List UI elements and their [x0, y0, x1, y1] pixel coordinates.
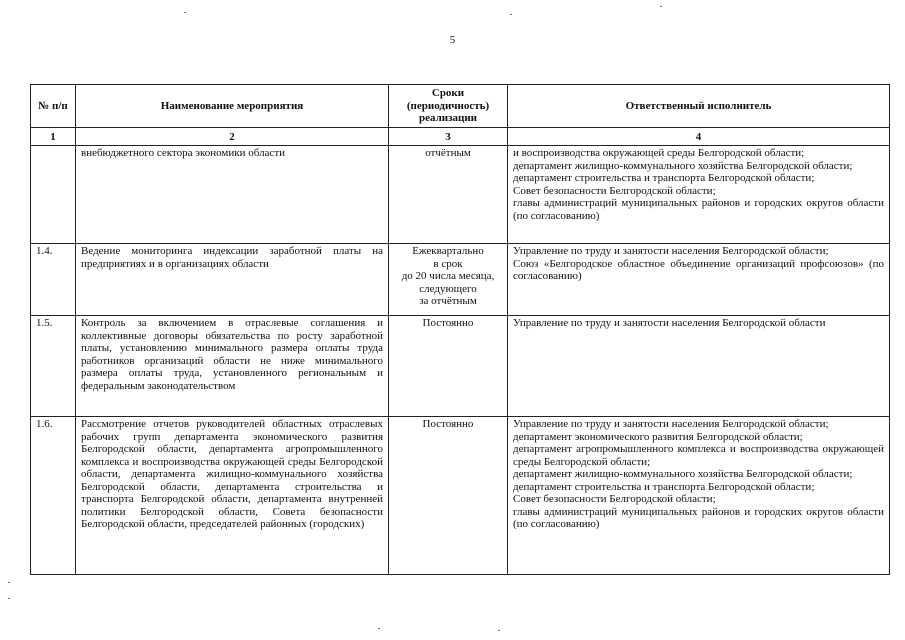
responsible-line: департамент строительства и транспорта Белгородской области; [513, 172, 815, 184]
period-line: отчётным [425, 147, 471, 159]
period-cell [389, 244, 508, 316]
header-responsible: Ответственный исполнитель [508, 85, 890, 128]
responsible-line: Управление по труду и занятости населения Белгородской области [513, 317, 826, 329]
column-number: 4 [508, 128, 890, 146]
measure-name [76, 316, 389, 417]
responsible-cell [508, 244, 890, 316]
row-number: 1.5. [31, 316, 76, 417]
measure-text: Ведение мониторинга индексации заработной платы на предприятиях и в организациях области [81, 245, 383, 270]
responsible-line: департамент жилищно-коммунального хозяйства Белгородской области; [513, 159, 853, 172]
responsible-cell [508, 417, 890, 575]
row-number: 1.6. [31, 417, 76, 575]
responsible-line: Совет безопасности Белгородской области; [513, 184, 716, 197]
row-number: 1.4. [31, 244, 76, 316]
responsible-cell [508, 146, 890, 244]
responsible-line: главы администраций муниципальных районов и городских округов области (по согласованию) [513, 197, 884, 222]
responsible-line: Управление по труду и занятости населения Белгородской области; [513, 418, 829, 430]
responsible-line: Управление по труду и занятости населения Белгородской области; [513, 245, 829, 257]
scan-speck [378, 628, 380, 629]
page-number: 5 [449, 34, 456, 46]
period-cell [389, 316, 508, 417]
scan-speck [184, 12, 186, 13]
table-row [31, 316, 890, 417]
measure-name [76, 417, 389, 575]
responsible-line: Союз «Белгородское областное объединение организаций профсоюзов» (по согласованию) [513, 257, 884, 282]
scan-speck [8, 582, 10, 583]
table-row [31, 417, 890, 575]
row-number [31, 146, 76, 244]
measure-name [76, 244, 389, 316]
table-row [31, 244, 890, 316]
header-name: Наименование мероприятия [76, 85, 389, 128]
scan-speck [510, 14, 512, 15]
responsible-line: департамент экономического развития Белгородской области; [513, 430, 803, 443]
column-number-row [31, 128, 890, 146]
measure-text: Рассмотрение отчетов руководителей областных отраслевых рабочих групп департамента экономического развития Белгородской области, департамента агропромышленного комплекса и воспроизводства окружающей среды Белгородской области, департамента жилищно-коммунального хозяйства Белгородской области, департамента строительства и транспорта Белгородской области, департамента внутренней политики Белгородской области, Совета безопасности Белгородской области, председателей районных (городских) [81, 418, 383, 530]
responsible-line: департамент строительства и транспорта Белгородской области; [513, 480, 815, 493]
responsible-line: и воспроизводства окружающей среды Белгородской области; [513, 147, 805, 159]
header-period: Сроки (периодичность) реализации [389, 85, 508, 128]
responsible-line: Совет безопасности Белгородской области; [513, 493, 716, 505]
period-line: в срок [433, 257, 463, 270]
scan-speck [660, 6, 662, 7]
header-num: № п/п [31, 85, 76, 128]
period-cell [389, 146, 508, 244]
measures-table [30, 84, 890, 575]
measure-text: Контроль за включением в отраслевые соглашения и коллективные договоры обязательства по росту заработной платы, установлению минимального размера оплаты труда работников организаций области не ниже минимального размера оплаты труда, установленного региональным и федеральным законодательством [81, 317, 383, 392]
period-line: Постоянно [422, 418, 474, 430]
scan-speck [498, 630, 500, 631]
column-number: 1 [31, 128, 76, 146]
period-line: за отчётным [419, 295, 477, 307]
header-row [31, 85, 890, 128]
column-number: 3 [389, 128, 508, 146]
responsible-cell [508, 316, 890, 417]
responsible-line: департамент агропромышленного комплекса и воспроизводства окружающей среды Белгородской области; [513, 443, 884, 468]
period-line: Постоянно [422, 317, 474, 329]
period-line: следующего [419, 282, 477, 295]
measure-text: внебюджетного сектора экономики области [81, 147, 286, 159]
responsible-line: департамент жилищно-коммунального хозяйства Белгородской области; [513, 468, 853, 480]
period-cell [389, 417, 508, 575]
column-number: 2 [76, 128, 389, 146]
period-line: Ежеквартально [412, 245, 484, 257]
measure-name [76, 146, 389, 244]
period-line: до 20 числа месяца, [401, 270, 495, 282]
table-row [31, 146, 890, 244]
scan-speck [8, 598, 10, 599]
responsible-line: главы администраций муниципальных районов и городских округов области (по согласованию) [513, 505, 884, 530]
